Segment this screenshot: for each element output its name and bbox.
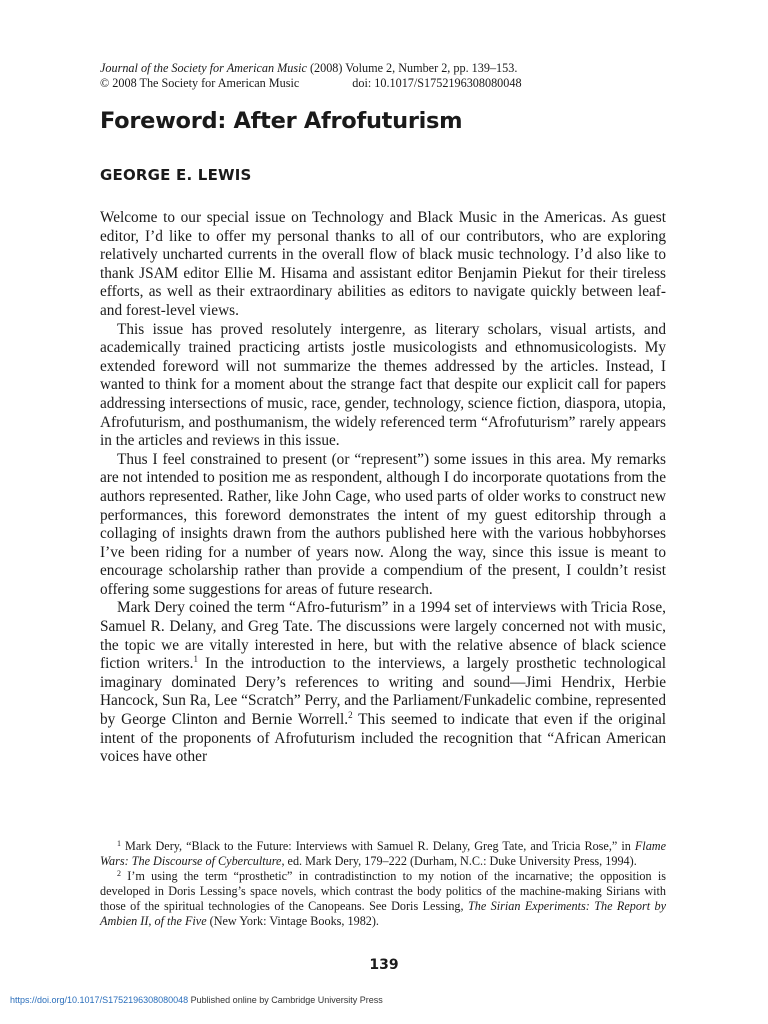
footnote-ref-2[interactable]: 2 — [348, 710, 353, 721]
footnote-number: 1 — [117, 839, 121, 848]
footnote-number: 2 — [117, 869, 121, 878]
footnote-text: (New York: Vintage Books, 1982). — [206, 914, 379, 928]
publisher-note: Published online by Cambridge University Press — [188, 995, 383, 1005]
doi-text: doi: 10.1017/S1752196308080048 — [352, 76, 522, 90]
body-paragraph: This issue has proved resolutely intergenre, as literary scholars, visual artists, and academically trained practicing artists jostle musicologists and ethnomusicologists. My extended foreword will not summarize the themes addressed by the articles. Instead, I wanted to think for a moment about the strange fact that despite our explicit call for papers addressing intersections of music, race, gender, technology, science fiction, diaspora, utopia, Afrofuturism, and posthumanism, the widely referenced term “Afrofuturism” rarely appears in the articles and reviews in this issue. — [100, 320, 666, 450]
paragraph-text: In the introduction to the interviews, a largely prosthetic technological imaginary dominated Dery’s references to writing and sound—Jimi Hendrix, Herbie Hancock, Sun Ra, Lee “Scratch” Perry, and the Parliament/Funkadelic combine, represented by George Clinton and Bernie Worrell. — [100, 655, 666, 729]
footnote-2 — [100, 869, 666, 929]
paragraph-text: This seemed to indicate that even if the original intent of the proponents of Afrofuturism included the recognition that “African American voices have other — [100, 711, 666, 766]
footnote-title: Flame Wars: The Discourse of Cyberculture — [100, 839, 666, 868]
journal-citation: (2008) Volume 2, Number 2, pp. 139–153. — [306, 61, 518, 75]
journal-header — [100, 61, 670, 91]
footnotes — [100, 839, 666, 929]
copyright-line — [100, 76, 670, 91]
footnote-text: , ed. Mark Dery, 179–222 (Durham, N.C.: Duke University Press, 1994). — [281, 854, 637, 868]
journal-citation-line — [100, 61, 670, 76]
doi-link[interactable]: https://doi.org/10.1017/S1752196308080048 — [10, 995, 189, 1005]
author-name: GEORGE E. LEWIS — [100, 166, 252, 184]
footnote-ref-1[interactable]: 1 — [193, 654, 198, 665]
paragraph-text: Mark Dery coined the term “Afro-futurism” in a 1994 set of interviews with Tricia Rose, Samuel R. Delany, and Greg Tate. The discussions were largely concerned not with music, the topic we are vitally interested in here, but with the relative absence of black science fiction writers. — [100, 599, 666, 673]
body-paragraph: Welcome to our special issue on Technology and Black Music in the Americas. As guest editor, I’d like to offer my personal thanks to all of our contributors, who are exploring relatively uncharted currents in the overall flow of black music technology. I’d also like to thank JSAM editor Ellie M. Hisama and assistant editor Benjamin Piekut for their tireless efforts, as well as their extraordinary abilities as editors to navigate quickly between leaf- and forest-level views. — [100, 209, 666, 319]
article-title: Foreword: After Afrofuturism — [100, 108, 463, 134]
footnote-text: I’m using the term “prosthetic” in contradistinction to my notion of the incarnative; the opposition is developed in Doris Lessing’s space novels, which contrast the body politics of the machine-making Sirians with those of the spiritual technologies of the Canopeans. See Doris Lessing, — [100, 869, 666, 913]
footnote-1 — [100, 839, 666, 869]
copyright-notice: © 2008 The Society for American Music — [100, 76, 300, 90]
journal-name: Journal of the Society for American Music — [100, 61, 307, 75]
footnote-text: Mark Dery, “Black to the Future: Interviews with Samuel R. Delany, Greg Tate, and Tricia Rose,” in — [121, 839, 635, 853]
page-number: 139 — [369, 957, 399, 973]
footer-bar — [10, 995, 383, 1005]
body-paragraph — [100, 599, 666, 766]
article-body — [100, 209, 666, 767]
footnote-title: The Sirian Experiments: The Report by Ambien II, of the Five — [100, 899, 667, 928]
body-paragraph: Thus I feel constrained to present (or “represent”) some issues in this area. My remarks are not intended to position me as respondent, although I do incorporate quotations from the authors represented. Rather, like John Cage, who used parts of older works to construct new performances, this foreword demonstrates the intent of my guest editorship through a collaging of insights drawn from the authors published here with the various hobbyhorses I’ve been riding for a number of years now. Along the way, since this issue is meant to encourage scholarship rather than provide a compendium of the present, I couldn’t resist offering some suggestions for areas of future research. — [100, 450, 666, 598]
